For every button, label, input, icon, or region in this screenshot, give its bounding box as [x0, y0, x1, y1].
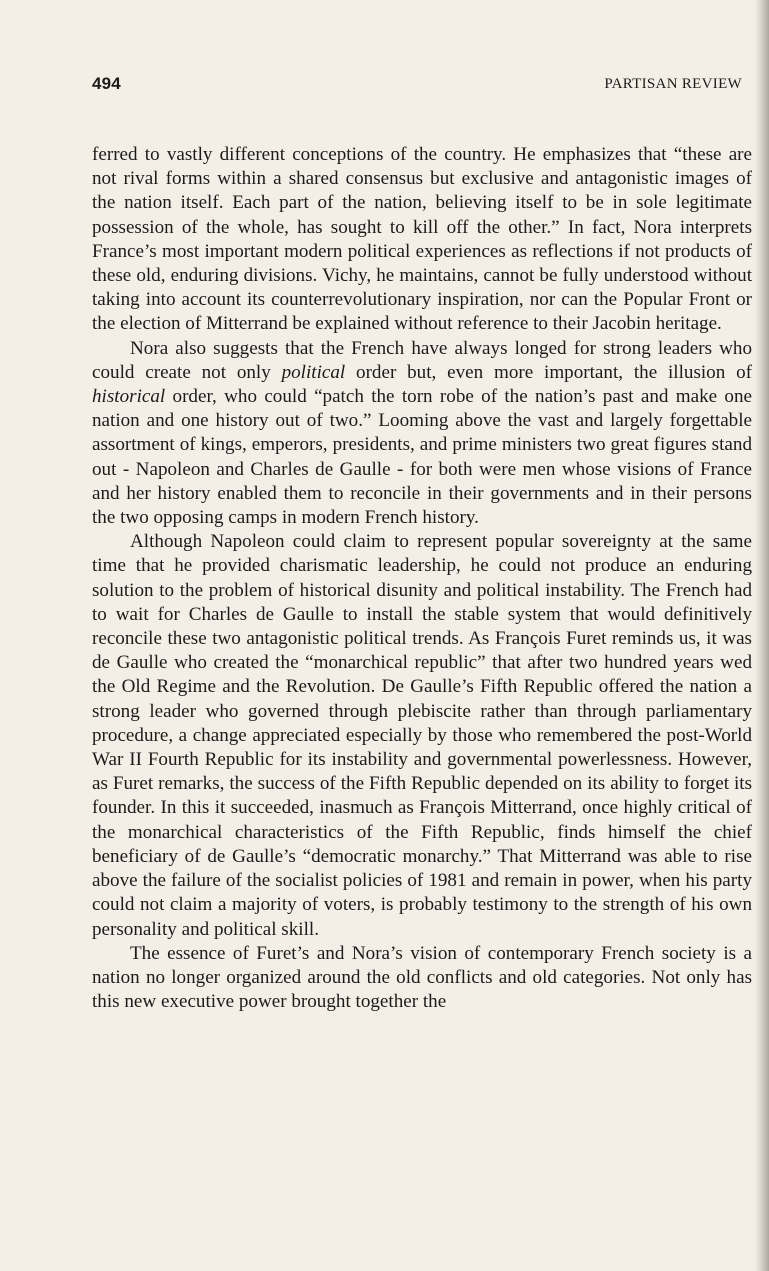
paragraph-3: [92, 530, 752, 941]
paragraph-1: [92, 143, 752, 337]
text-run: ferred to vastly different conceptions of the country. He emphasizes that “these are not rival forms within a shared consensus but exclusive and antagonistic images of the nation itself. Each part of the nation, believing itself to be in sole legitimate possession of the whole, has sought to kill off the other.” In fact, Nora interprets France’s most important modern political experiences as reflections if not products of these old, enduring divisions. Vichy, he maintains, cannot be fully understood without taking into account its counterrevolutionary inspiration, nor can the Popular Front or the election of Mitterrand be explained without reference to their Jacobin heritage.: [92, 144, 752, 335]
text-run: Nora also suggests that the French have always longed for strong leaders who could create not only: [92, 337, 752, 383]
italic-term-political: political: [281, 361, 346, 383]
paragraph-4: [92, 942, 752, 1015]
page-number: 494: [92, 74, 121, 93]
italic-term-historical: historical: [92, 386, 166, 408]
journal-title: PARTISAN REVIEW: [604, 76, 742, 92]
running-head: [92, 74, 742, 96]
text-run: The essence of Furet’s and Nora’s vision of contemporary French society is a nation no longer organized around the old conflicts and old categories. Not only has this new executive power brought together the: [92, 942, 752, 1013]
binding-shadow: [755, 0, 769, 1271]
paragraph-2: [92, 337, 752, 531]
body-text: [92, 143, 752, 1014]
text-run: order but, even more important, the illusion of: [345, 361, 752, 383]
text-run: order, who could “patch the torn robe of the nation’s past and make one nation and one history out of two.” Looming above the vast and largely forgettable assortment of kings, emperors, presidents, and prime ministers two great figures stand out - Napoleon and Charles de Gaulle - for both were men whose visions of France and her history enabled them to reconcile in their governments and in their persons the two opposing camps in modern French history.: [92, 386, 752, 529]
text-run: Although Napoleon could claim to represent popular sovereignty at the same time that he provided charismatic leadership, he could not produce an enduring solution to the problem of historical disunity and political instability. The French had to wait for Charles de Gaulle to install the stable system that would definitively reconcile these two antagonistic political trends. As François Furet reminds us, it was de Gaulle who created the “monarchical republic” that after two hundred years wed the Old Regime and the Revolution. De Gaulle’s Fifth Republic offered the nation a strong leader who governed through plebiscite rather than through parliamentary procedure, a change appreciated especially by those who remembered the post-World War II Fourth Republic for its instability and governmental powerlessness. However, as Furet remarks, the success of the Fifth Republic depended on its ability to forget its founder. In this it succeeded, inasmuch as François Mitterrand, once highly critical of the monarchical characteristics of the Fifth Republic, finds himself the chief beneficiary of de Gaulle’s “democratic monarchy.” That Mitterrand was able to rise above the failure of the socialist policies of 1981 and remain in power, when his party could not claim a majority of voters, is probably testimony to the strength of his own personality and political skill.: [92, 531, 752, 940]
